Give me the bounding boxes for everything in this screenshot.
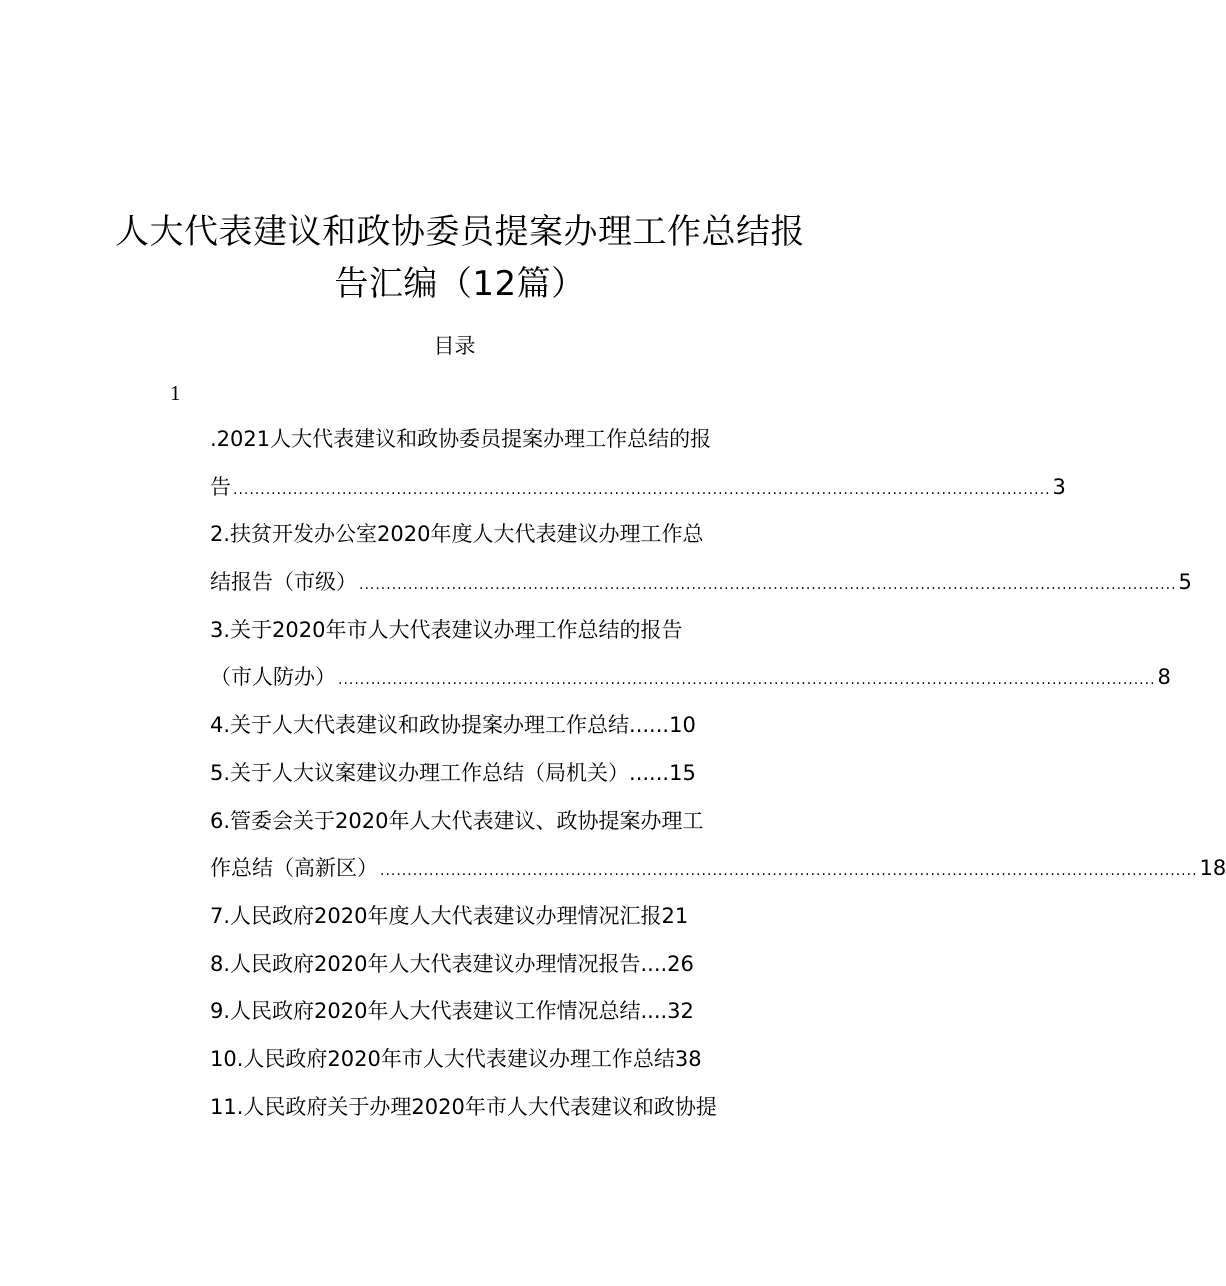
toc-page-number: 5 (1178, 570, 1192, 595)
toc-line (210, 845, 1226, 893)
toc-line (210, 941, 795, 989)
toc-entry-text: 4.关于人大代表建议和政协提案办理工作总结......10 (210, 713, 696, 738)
toc-entry-text: 2.扶贫开发办公室2020年度人大代表建议办理工作总 (210, 522, 704, 547)
toc-entry-text: 结报告（市级） (210, 570, 357, 595)
toc-entry-text: 3.关于2020年市人大代表建议办理工作总结的报告 (210, 617, 683, 642)
toc-line (210, 464, 1066, 512)
toc-line (210, 702, 795, 750)
toc-line (210, 607, 795, 655)
toc-entry-text: 5.关于人大议案建议办理工作总结（局机关）......15 (210, 760, 696, 785)
toc-line (210, 559, 1192, 607)
toc-line (210, 988, 795, 1036)
table-of-contents (210, 416, 1226, 1131)
toc-entry-text: 11.人民政府关于办理2020年市人大代表建议和政协提 (210, 1094, 717, 1119)
stray-number-mark: 1 (170, 381, 181, 405)
toc-line (210, 1036, 795, 1084)
toc-entry-text: .2021人大代表建议和政协委员提案办理工作总结的报 (210, 427, 712, 451)
toc-page-number: 3 (1052, 474, 1066, 499)
toc-leader-dots: ...................................................................................................................................................... (380, 863, 1198, 880)
toc-line (210, 893, 795, 941)
toc-line (210, 798, 795, 846)
title-line-1: 人大代表建议和政协委员提案办理工作总结报 (115, 212, 805, 252)
toc-line (210, 1084, 795, 1132)
toc-leader-dots: ...................................................................................................................................................... (233, 481, 1051, 498)
toc-entry-text: （市人防办） (210, 665, 336, 690)
toc-entry-text: 作总结（高新区） (210, 856, 378, 881)
toc-leader-dots: ...................................................................................................................................................... (359, 577, 1177, 594)
toc-entry-text: 告 (210, 474, 231, 499)
toc-line (210, 511, 795, 559)
toc-line (210, 750, 795, 798)
toc-page-number: 8 (1157, 665, 1171, 690)
toc-entry-text: 10.人民政府2020年市人大代表建议办理工作总结38 (210, 1046, 702, 1071)
toc-entry-text: 6.管委会关于2020年人大代表建议、政协提案办理工 (210, 808, 704, 833)
toc-page-number: 18 (1199, 856, 1226, 881)
toc-line (210, 654, 1171, 702)
document-title (110, 206, 810, 310)
title-line-2: 告汇编（12篇） (334, 264, 586, 304)
toc-line (210, 416, 795, 464)
toc-entry-text: 8.人民政府2020年人大代表建议办理情况报告....26 (210, 951, 694, 976)
toc-entry-text: 9.人民政府2020年人大代表建议工作情况总结....32 (210, 999, 694, 1024)
toc-heading: 目录 (433, 334, 476, 358)
toc-entry-text: 7.人民政府2020年度人大代表建议办理情况汇报21 (210, 903, 689, 928)
toc-leader-dots: ...................................................................................................................................................... (338, 672, 1156, 689)
